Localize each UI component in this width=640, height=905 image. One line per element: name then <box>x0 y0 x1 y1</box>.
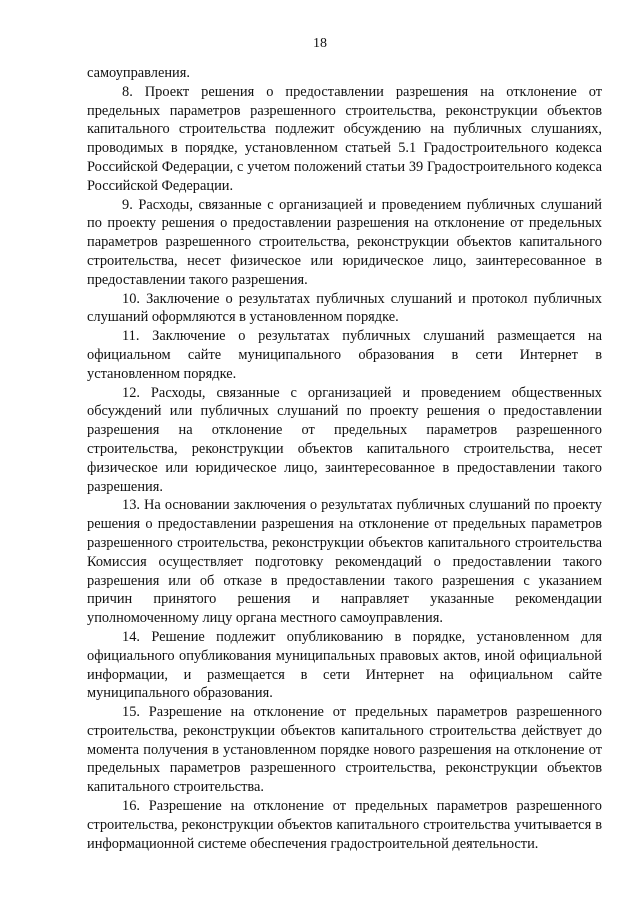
paragraph-16: 16. Разрешение на отклонение от предельных параметров разрешенного строительства, реконструкции объектов капитального строительства учитывается в информационной системе обеспечения градостроительной деятельности. <box>87 798 602 852</box>
paragraph-continuation: самоуправления. <box>87 65 190 81</box>
paragraph-15: 15. Разрешение на отклонение от предельных параметров разрешенного строительства, реконструкции объектов капитального строительства действует до момента получения в установленном порядке нового разрешения на отклонение от предельных параметров разрешенного строительства, реконструкции объектов капитального строительства. <box>87 704 602 796</box>
paragraph-9: 9. Расходы, связанные с организацией и проведением публичных слушаний по проекту решения о предоставлении разрешения на отклонение от предельных параметров разрешенного строительства, реконструкции объектов капитального строительства, несет физическое или юридическое лицо, заинтересованное в предоставлении такого разрешения. <box>87 196 602 288</box>
page-number: 18 <box>313 36 327 51</box>
paragraph-10: 10. Заключение о результатах публичных слушаний и протокол публичных слушаний оформляются в установленном порядке. <box>87 290 602 326</box>
paragraph-11: 11. Заключение о результатах публичных слушаний размещается на официальном сайте муниципального образования в сети Интернет в установленном порядке. <box>87 328 602 382</box>
paragraph-12: 12. Расходы, связанные с организацией и проведением общественных обсуждений или публичных слушаний по проекту решения о предоставлении разрешения на отклонение от предельных параметров разрешенного строительства, реконструкции объектов капитального строительства, несет физическое или юридическое лицо, заинтересованное в предоставлении такого разрешения. <box>87 384 602 495</box>
paragraph-13: 13. На основании заключения о результатах публичных слушаний по проекту решения о предоставлении разрешения на отклонение от предельных параметров разрешенного строительства, реконструкции объектов капитального строительства Комиссия осуществляет подготовку рекомендаций о предоставлении такого разрешения или об отказе в предоставлении такого разрешения с указанием причин принятого решения и направляет указанные рекомендации уполномоченному лицу органа местного самоуправления. <box>87 497 602 627</box>
paragraph-14: 14. Решение подлежит опубликованию в порядке, установленном для официального опубликования муниципальных правовых актов, иной официальной информации, и размещается в сети Интернет на официальном сайте муниципального образования. <box>87 628 602 702</box>
paragraph-8: 8. Проект решения о предоставлении разрешения на отклонение от предельных параметров разрешенного строительства, реконструкции объектов капитального строительства подлежит обсуждению на публичных слушаниях, проводимых в порядке, установленном статьей 5.1 Градостроительного кодекса Российской Федерации, с учетом положений статьи 39 Градостроительного кодекса Российской Федерации. <box>87 83 602 194</box>
document-body <box>87 64 602 853</box>
